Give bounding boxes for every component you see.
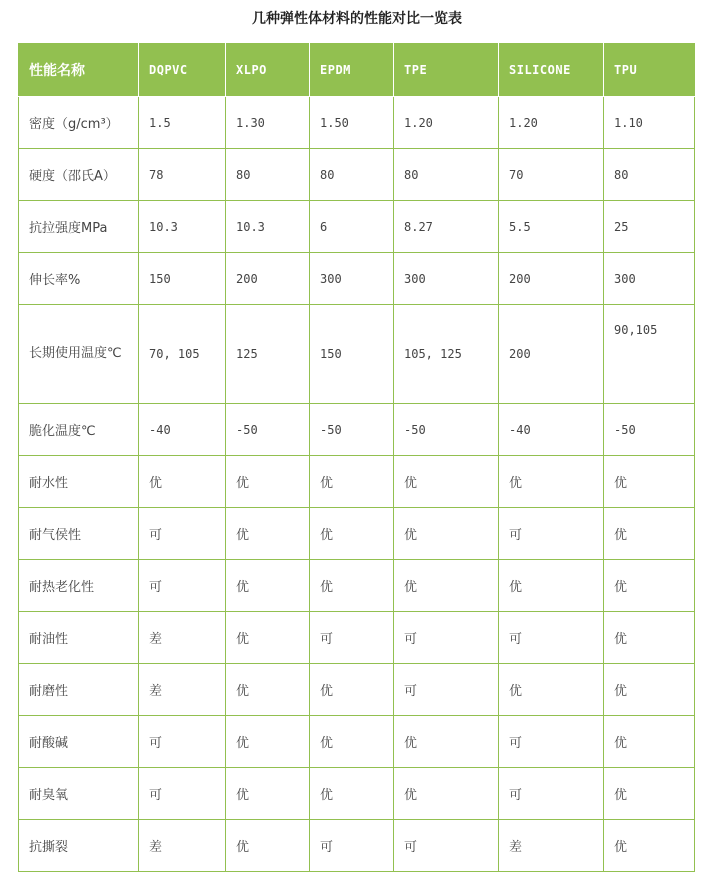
property-name: 脆化温度℃ bbox=[19, 404, 139, 456]
table-cell: 200 bbox=[226, 253, 310, 305]
table-cell: 200 bbox=[499, 305, 604, 404]
table-cell: 可 bbox=[394, 664, 499, 716]
table-cell: -50 bbox=[394, 404, 499, 456]
table-title: 几种弹性体材料的性能对比一览表 bbox=[252, 11, 462, 27]
table-cell: 6 bbox=[310, 201, 394, 253]
table-cell: 80 bbox=[310, 149, 394, 201]
table-cell: 优 bbox=[604, 768, 695, 820]
table-cell: 差 bbox=[139, 612, 226, 664]
table-cell: 优 bbox=[310, 508, 394, 560]
table-cell: 可 bbox=[499, 508, 604, 560]
table-cell: 105, 125 bbox=[394, 305, 499, 404]
table-cell: 优 bbox=[499, 560, 604, 612]
table-cell: 300 bbox=[604, 253, 695, 305]
table-row bbox=[19, 612, 695, 664]
header-xlpo: XLPO bbox=[226, 44, 310, 97]
property-name: 硬度（邵氏A） bbox=[19, 149, 139, 201]
table-cell: 可 bbox=[394, 820, 499, 872]
table-cell: 1.30 bbox=[226, 97, 310, 149]
table-cell: 优 bbox=[226, 664, 310, 716]
table-cell: 可 bbox=[394, 612, 499, 664]
comparison-table bbox=[18, 43, 695, 872]
table-cell: -40 bbox=[499, 404, 604, 456]
table-cell: 优 bbox=[226, 768, 310, 820]
table-cell: 可 bbox=[139, 560, 226, 612]
property-name: 伸长率% bbox=[19, 253, 139, 305]
property-name: 长期使用温度℃ bbox=[19, 305, 139, 404]
table-cell: 5.5 bbox=[499, 201, 604, 253]
table-row bbox=[19, 97, 695, 149]
table-row bbox=[19, 820, 695, 872]
table-cell: 1.10 bbox=[604, 97, 695, 149]
property-name: 耐酸碱 bbox=[19, 716, 139, 768]
table-cell: 可 bbox=[499, 768, 604, 820]
table-row bbox=[19, 404, 695, 456]
table-cell: 优 bbox=[604, 560, 695, 612]
header-dqpvc: DQPVC bbox=[139, 44, 226, 97]
table-cell: 优 bbox=[226, 716, 310, 768]
table-row bbox=[19, 768, 695, 820]
table-cell: 差 bbox=[139, 664, 226, 716]
table-cell: 80 bbox=[394, 149, 499, 201]
table-cell: 优 bbox=[604, 612, 695, 664]
table-cell: 80 bbox=[604, 149, 695, 201]
table-cell: 优 bbox=[226, 612, 310, 664]
table-cell: 80 bbox=[226, 149, 310, 201]
table-cell: 70, 105 bbox=[139, 305, 226, 404]
header-tpu: TPU bbox=[604, 44, 695, 97]
table-cell: 1.50 bbox=[310, 97, 394, 149]
header-row bbox=[19, 44, 695, 97]
property-name: 密度（g/cm³） bbox=[19, 97, 139, 149]
header-silicone: SILICONE bbox=[499, 44, 604, 97]
table-row bbox=[19, 201, 695, 253]
table-cell: 优 bbox=[226, 820, 310, 872]
table-cell: 可 bbox=[139, 508, 226, 560]
table-cell: 1.20 bbox=[499, 97, 604, 149]
property-name: 耐热老化性 bbox=[19, 560, 139, 612]
table-row bbox=[19, 149, 695, 201]
table-cell: 优 bbox=[604, 820, 695, 872]
table-row bbox=[19, 508, 695, 560]
table-cell: 300 bbox=[310, 253, 394, 305]
property-name: 耐油性 bbox=[19, 612, 139, 664]
table-cell: 可 bbox=[139, 768, 226, 820]
property-name: 耐臭氧 bbox=[19, 768, 139, 820]
table-cell: 优 bbox=[394, 560, 499, 612]
property-name: 抗拉强度MPa bbox=[19, 201, 139, 253]
table-cell: -50 bbox=[604, 404, 695, 456]
table-cell: 优 bbox=[499, 456, 604, 508]
table-cell: 优 bbox=[394, 768, 499, 820]
table-cell: -50 bbox=[310, 404, 394, 456]
table-cell: 78 bbox=[139, 149, 226, 201]
table-cell: 8.27 bbox=[394, 201, 499, 253]
table-cell: 优 bbox=[499, 664, 604, 716]
property-name: 耐水性 bbox=[19, 456, 139, 508]
table-cell: 优 bbox=[226, 456, 310, 508]
table-row bbox=[19, 560, 695, 612]
table-cell: 可 bbox=[310, 612, 394, 664]
table-cell: 10.3 bbox=[139, 201, 226, 253]
table-cell: 10.3 bbox=[226, 201, 310, 253]
table-cell: 可 bbox=[499, 612, 604, 664]
table-cell: 300 bbox=[394, 253, 499, 305]
table-cell: 优 bbox=[604, 508, 695, 560]
table-row bbox=[19, 253, 695, 305]
table-cell: -50 bbox=[226, 404, 310, 456]
table-cell: 优 bbox=[394, 456, 499, 508]
property-name: 耐磨性 bbox=[19, 664, 139, 716]
table-cell: 90,105 bbox=[604, 305, 695, 404]
table-cell: 70 bbox=[499, 149, 604, 201]
table-cell: 优 bbox=[604, 716, 695, 768]
table-cell: -40 bbox=[139, 404, 226, 456]
table-cell: 优 bbox=[394, 716, 499, 768]
table-row bbox=[19, 716, 695, 768]
table-cell: 优 bbox=[310, 716, 394, 768]
table-row bbox=[19, 456, 695, 508]
table-cell: 优 bbox=[310, 768, 394, 820]
table-cell: 1.5 bbox=[139, 97, 226, 149]
table-cell: 可 bbox=[139, 716, 226, 768]
table-cell: 150 bbox=[139, 253, 226, 305]
header-epdm: EPDM bbox=[310, 44, 394, 97]
table-cell: 优 bbox=[310, 560, 394, 612]
table-cell: 优 bbox=[604, 664, 695, 716]
header-property: 性能名称 bbox=[19, 44, 139, 97]
table-cell: 可 bbox=[499, 716, 604, 768]
table-cell: 优 bbox=[604, 456, 695, 508]
table-cell: 优 bbox=[226, 508, 310, 560]
table-cell: 优 bbox=[139, 456, 226, 508]
table-cell: 优 bbox=[394, 508, 499, 560]
table-row bbox=[19, 664, 695, 716]
table-cell: 150 bbox=[310, 305, 394, 404]
table-row bbox=[19, 305, 695, 404]
table-cell: 可 bbox=[310, 820, 394, 872]
table-cell: 200 bbox=[499, 253, 604, 305]
table-cell: 优 bbox=[310, 456, 394, 508]
property-name: 耐气侯性 bbox=[19, 508, 139, 560]
header-tpe: TPE bbox=[394, 44, 499, 97]
table-cell: 差 bbox=[139, 820, 226, 872]
table-cell: 优 bbox=[310, 664, 394, 716]
table-cell: 优 bbox=[226, 560, 310, 612]
table-cell: 1.20 bbox=[394, 97, 499, 149]
property-name: 抗撕裂 bbox=[19, 820, 139, 872]
table-cell: 25 bbox=[604, 201, 695, 253]
table-cell: 125 bbox=[226, 305, 310, 404]
table-cell: 差 bbox=[499, 820, 604, 872]
